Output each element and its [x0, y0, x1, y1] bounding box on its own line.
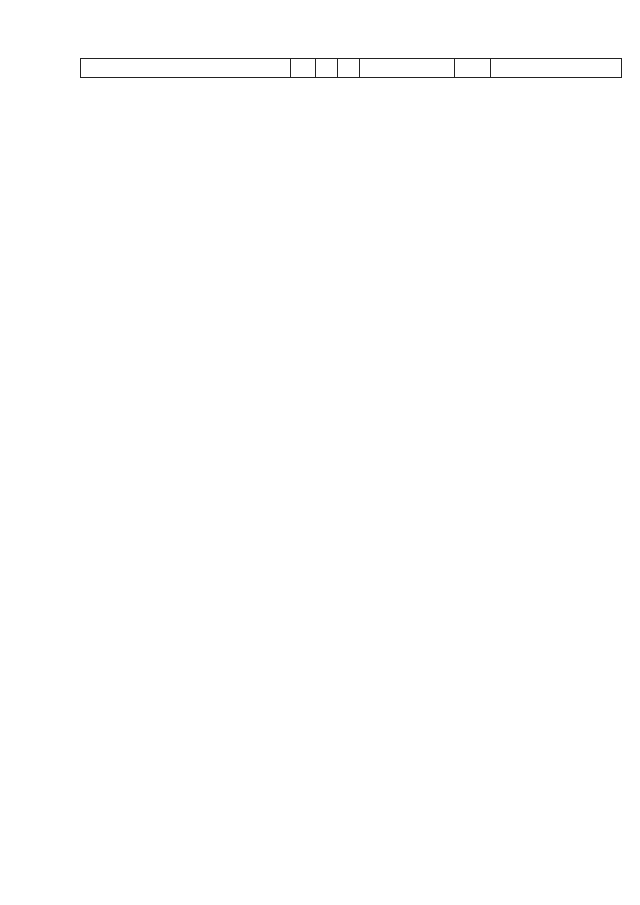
column-header-1 [81, 59, 291, 78]
column-header-3 [316, 59, 338, 78]
column-header-4 [338, 59, 360, 78]
column-header-row [81, 59, 622, 78]
column-header-6 [455, 59, 491, 78]
column-header-2 [291, 59, 316, 78]
column-header-5 [360, 59, 455, 78]
column-header-table [80, 58, 622, 78]
column-header-7 [491, 59, 622, 78]
